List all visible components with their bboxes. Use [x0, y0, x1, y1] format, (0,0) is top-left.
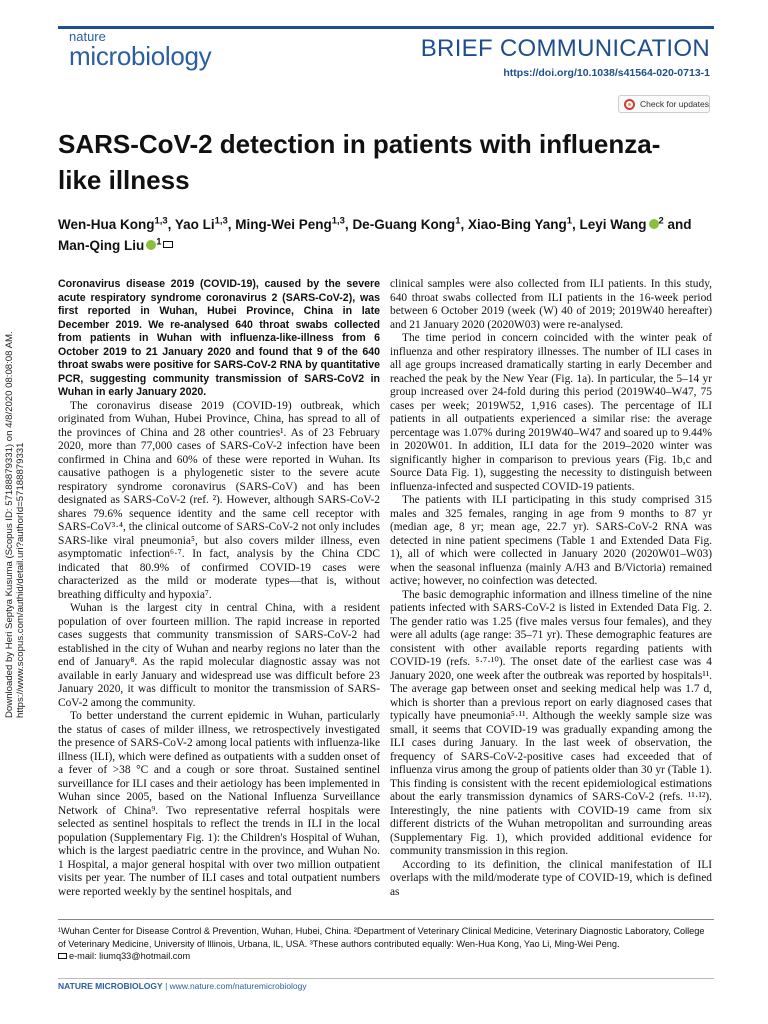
abstract: Coronavirus disease 2019 (COVID-19), caused by the severe acute respiratory syndrome coronavirus 2 (SARS-CoV-2), was first reported in Wuhan, Hubei Province, China in late December 2019. We re-analysed 640 throat swabs collected from patients in Wuhan with influenza-like-illness from 6 October 2019 to 21 January 2020 and found that 9 of the 640 throat swabs were positive for SARS-CoV-2 RNA by quantitative PCR, suggesting community transmission of SARS-CoV2 in Wuhan in early January 2020. — [58, 278, 380, 398]
body-paragraph: The patients with ILI participating in this study comprised 315 males and 325 females, ranging in age from 9 months to 87 yr (median age, 8 yr; mean age, 22.7 yr). SARS-CoV-2 RNA was detected in nine patient specimens (Table 1 and Extended Data Fig. 1), all of which were collected in January 2020 (2020W01–W03) when the seasonal influenza (mainly A/H3 and B/Victoria) remained active; however, no coinfection was detected. — [390, 494, 712, 587]
author-conjunction: and — [667, 217, 692, 232]
page-footer — [58, 981, 307, 991]
doi-link[interactable]: https://doi.org/10.1038/s41564-020-0713-1 — [503, 67, 710, 79]
header-rule — [58, 26, 714, 29]
author-name[interactable]: Man-Qing Liu — [58, 238, 145, 253]
author-name[interactable]: De-Guang Kong — [352, 217, 456, 232]
author-name[interactable]: Xiao-Bing Yang — [467, 217, 567, 232]
author-name[interactable]: Wen-Hua Kong — [58, 217, 155, 232]
article-title: SARS-CoV-2 detection in patients with influenza-like illness — [58, 129, 661, 195]
journal-logo-line1: nature — [69, 29, 106, 44]
orcid-icon[interactable] — [146, 240, 156, 250]
orcid-icon[interactable] — [649, 219, 659, 229]
journal-logo[interactable] — [69, 30, 211, 69]
author-name[interactable]: Ming-Wei Peng — [235, 217, 332, 232]
body-paragraph: To better understand the current epidemic in Wuhan, particularly the status of cases of milder illness, we retrospectively investigated the presence of SARS-CoV-2 among local patients with influenza-like illness (ILI), which were defined as outpatients with a sudden onset of a fever of >38 °C and a cough or sore throat. Sustained sentinel surveillance for ILI cases and their aetiology has been implemented in Wuhan since 2005, based on the National Influenza Surveillance Network of China⁹. Two representative referral hospitals were selected as sentinel hospitals to reflect the trends in ILI in the local population (Supplementary Fig. 1): the Children's Hospital of Wuhan, which is the largest paediatric centre in the province, and Wuhan No. 1 Hospital, a major general hospital with over two million outpatient visits per year. The number of ILI cases and total outpatient numbers were reported weekly by the sentinel hospitals, and — [58, 710, 380, 898]
corresponding-email-line — [58, 950, 714, 963]
footer-divider — [58, 978, 714, 979]
download-watermark: Downloaded by Heri Septya Kusuma (Scopus ID: 57188879331) on 4/8/2020 08:08:08 AM. https://www.scopus.com/authid/detail.uri?authorId=57188879331 — [4, 331, 26, 718]
body-paragraph: clinical samples were also collected from ILI patients. In this study, 640 throat swabs collected from ILI patients in the 16-week period between 6 October 2019 (week (W) 40 of 2019; 2019W40 hereafter) and 21 January 2020 (2020W03) were re-analysed. — [390, 278, 712, 331]
footer-journal-name: NATURE MICROBIOLOGY — [58, 981, 163, 991]
author-list: Wen-Hua Kong$^{1,3}$, Yao Li$^{1,3}$, Ming-Wei Peng$^{1,3}$, De-Guang Kong$^1$, Xiao-Bing Yang$^1$, Leyi Wang $^2$ and Man-Qing Liu $^1$ — [58, 215, 692, 253]
right-column — [390, 278, 712, 899]
email-icon[interactable] — [163, 241, 173, 248]
footnote-divider — [58, 919, 714, 920]
check-for-updates-button[interactable] — [618, 95, 710, 113]
body-paragraph: The time period in concern coincided with the winter peak of influenza and other respiratory illnesses. The number of ILI cases in all age groups increased dramatically starting in early December and reached the peak by the New Year (Fig. 1a). In particular, the 5–14 yr group increased over 24-fold during this period (2019W40–W47, 75 cases per week; 2019W52, 1,916 cases). The percentage of ILI patients in all outpatients experienced a similar rise: the average percentage was 1.07% during 2019W40–W47 and soared up to 9.44% in 2020W01. In addition, ILI data for the 2019–2020 winter was significantly higher in comparison to previous years (Fig. 1b,c and Source Data Fig. 1), suggesting the necessity to distinguish between influenza-infected and suspected COVID-19 patients. — [390, 332, 712, 493]
left-column — [58, 278, 380, 899]
author-name[interactable]: Yao Li — [174, 217, 215, 232]
corresponding-email[interactable]: e-mail: liumq33@hotmail.com — [69, 951, 191, 961]
body-paragraph: According to its definition, the clinical manifestation of ILI overlaps with the mild/moderate type of COVID-19, which is defined as — [390, 858, 712, 898]
footnotes — [58, 925, 714, 963]
author-name[interactable]: Leyi Wang — [579, 217, 647, 232]
body-paragraph: Wuhan is the largest city in central China, with a resident population of over fourteen million. The rapid increase in reported cases suggests that community transmission of SARS-CoV-2 had established in the city of Wuhan and nearby regions no later than the end of January⁸. As the rapid molecular diagnostic assay was not available in early January and widespread use was difficult before 23 January 2020, it was difficult to monitor the transmission of SARS-CoV-2 among the community. — [58, 602, 380, 709]
article-type-label: BRIEF COMMUNICATION — [420, 35, 710, 62]
footer-url[interactable]: | www.nature.com/naturemicrobiology — [165, 981, 307, 991]
journal-logo-line2: microbiology — [69, 41, 212, 71]
crossmark-icon — [624, 99, 635, 110]
affiliations: ¹Wuhan Center for Disease Control & Prevention, Wuhan, Hubei, China. ²Department of Veterinary Clinical Medicine, Veterinary Diagnostic Laboratory, College of Veterinary Medicine, University of Illinois, Urbana, IL, USA. ³These authors contributed equally: Wen-Hua Kong, Yao Li, Ming-Wei Peng. — [58, 926, 705, 949]
envelope-icon — [58, 953, 67, 959]
body-paragraph: The basic demographic information and illness timeline of the nine patients infected with SARS-CoV-2 is listed in Extended Data Fig. 2. The gender ratio was 1.25 (five males versus four females), and they were all adults (age range: 35–71 yr). These demographic features are consistent with other available reports regarding patients with COVID-19 (refs. ⁵·⁷·¹⁰). The onset date of the earliest case was 4 January 2020, one week after the outbreak was reported by hospitals¹¹. The average gap between onset and seeking medical help was 1.7 d, which is shorter than a previous report on early diagnosed cases that typically have pneumonia⁵·¹¹. Although the weekly sample size was small, it seems that COVID-19 was gradually expanding among the ILI cases during January. In the last week of observation, the frequency of SARS-CoV-2-positive cases had exceeded that of influenza virus among the group of patients older than 30 yr (Table 1). This finding is consistent with the recent epidemiological estimations about the early transmission dynamics of SARS-CoV-2 (refs. ¹¹·¹²). Interestingly, the nine patients with COVID-19 came from six different districts of the Wuhan metropolitan and surrounding areas (Supplementary Fig. 1), which provided additional evidence for community transmission in this region. — [390, 588, 712, 857]
check-for-updates-label: Check for updates — [640, 99, 709, 109]
body-paragraph: The coronavirus disease 2019 (COVID-19) outbreak, which originated from Wuhan, Hubei Province, China, has spread to all of the provinces of China and 28 other countries¹. As of 23 February 2020, more than 77,000 cases of SARS-CoV-2 infection have been confirmed in China and 60% of these were reported in Wuhan. Its causative pathogen is a phylogenetic sister to the severe acute respiratory syndrome coronavirus (SARS-CoV) and has been designated as SARS-CoV-2 (ref. ²). However, although SARS-CoV-2 shares 79.6% sequence identity and the same cell receptor with SARS-CoV³·⁴, the clinical outcome of SARS-CoV-2 not only includes SARS-like viral pneumonia⁵, but also covers milder illness, even asymptomatic infection⁶·⁷. In fact, analysis by the China CDC indicated that 80.9% of confirmed COVID-19 cases were characterized as the mild or moderate types—that is, without breathing difficulty and hypoxia⁷. — [58, 399, 380, 601]
